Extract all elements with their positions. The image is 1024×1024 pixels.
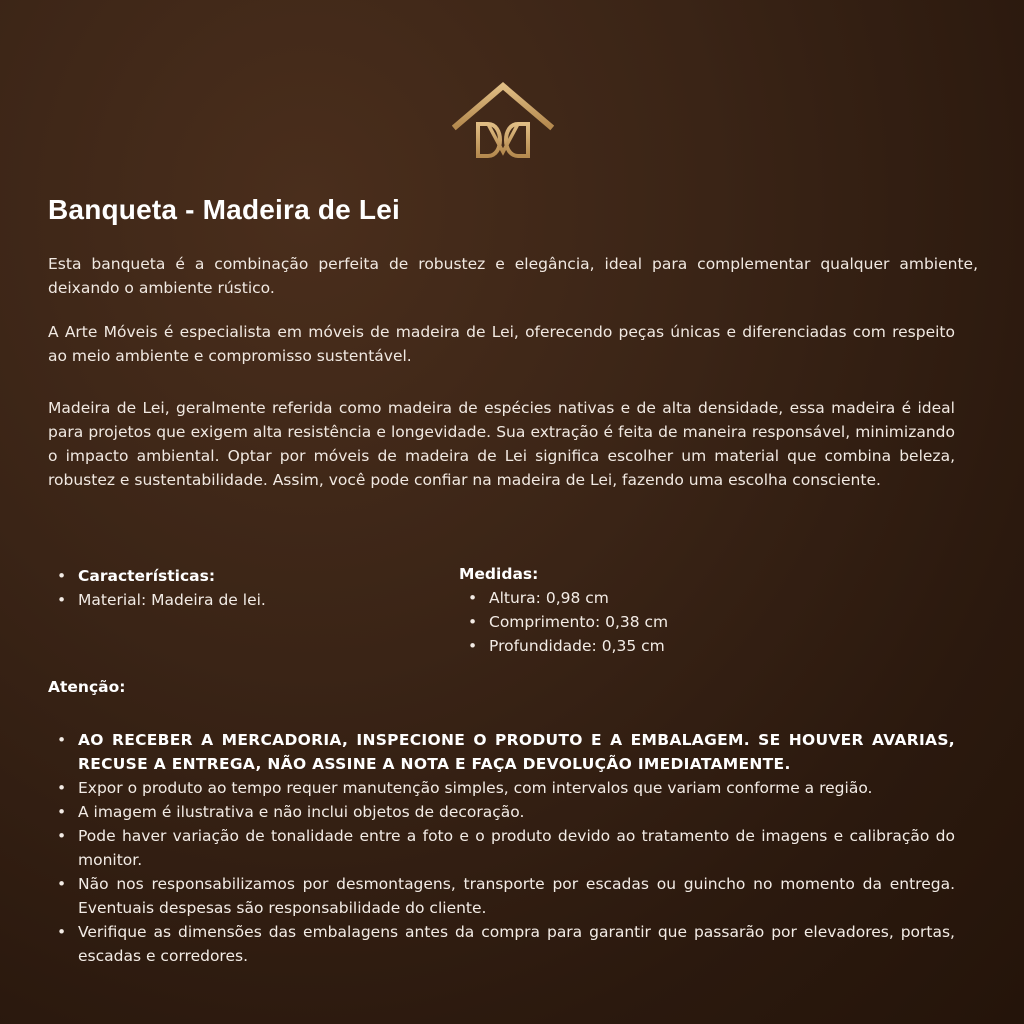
bullet: •: [57, 923, 67, 941]
bullet: •: [57, 875, 67, 893]
list-item: [48, 872, 955, 920]
house-logo-icon: [452, 82, 554, 168]
bullet: •: [57, 567, 67, 585]
medidas-heading: Medidas:: [459, 565, 539, 583]
list-item: [459, 634, 859, 658]
warning-item-transport: Não nos responsabilizamos por desmontagens, transporte por escadas ou guincho no momento da entrega. Eventuais despesas são responsabilidade do cliente.: [78, 875, 955, 917]
bullet: •: [57, 779, 67, 797]
material-item: Material: Madeira de lei.: [78, 591, 266, 609]
list-item: [48, 800, 955, 824]
list-item: [459, 586, 859, 610]
bullet: •: [468, 637, 478, 655]
bullet: •: [57, 827, 67, 845]
bullet: •: [57, 591, 67, 609]
comprimento-item: Comprimento: 0,38 cm: [489, 613, 669, 631]
profundidade-item: Profundidade: 0,35 cm: [489, 637, 665, 655]
bullet: •: [468, 613, 478, 631]
wood-paragraph: Madeira de Lei, geralmente referida como madeira de espécies nativas e de alta densidade, essa madeira é ideal para projetos que exigem alta resistência e longevidade. Sua extração é feita de maneira responsável, minimizando o impacto ambiental. Optar por móveis de madeira de Lei significa escolher um material que combina beleza, robustez e sustentabilidade. Assim, você pode confiar na madeira de Lei, fazendo uma escolha consciente.: [48, 399, 955, 489]
caracteristicas-list: [48, 564, 428, 612]
caracteristicas-section: [48, 564, 428, 612]
bullet: •: [468, 589, 478, 607]
medidas-section: [459, 562, 859, 658]
list-item: [48, 824, 955, 872]
list-item: [48, 564, 428, 588]
medidas-list: [459, 586, 859, 658]
warning-item-tonality: Pode haver variação de tonalidade entre a foto e o produto devido ao tratamento de imagens e calibração do monitor.: [78, 827, 955, 869]
list-item: [48, 920, 955, 968]
list-item: [48, 776, 955, 800]
house-monogram-logo: [452, 82, 554, 168]
company-paragraph: A Arte Móveis é especialista em móveis de madeira de Lei, oferecendo peças únicas e diferenciadas com respeito ao meio ambiente e compromisso sustentável.: [48, 323, 955, 365]
warning-item-dimensions: Verifique as dimensões das embalagens antes da compra para garantir que passarão por elevadores, portas, escadas e corredores.: [78, 923, 955, 965]
warning-item-maintenance: Expor o produto ao tempo requer manutenção simples, com intervalos que variam conforme a região.: [78, 779, 873, 797]
list-item: [48, 588, 428, 612]
atencao-list: [48, 728, 955, 968]
atencao-heading: Atenção:: [48, 678, 126, 696]
altura-item: Altura: 0,98 cm: [489, 589, 609, 607]
atencao-section: [48, 728, 955, 968]
list-item: [459, 610, 859, 634]
warning-item-inspect: AO RECEBER A MERCADORIA, INSPECIONE O PRODUTO E A EMBALAGEM. SE HOUVER AVARIAS, RECUSE A ENTREGA, NÃO ASSINE A NOTA E FAÇA DEVOLUÇÃO IMEDIATAMENTE.: [78, 731, 955, 773]
bullet: •: [57, 803, 67, 821]
intro-paragraph: Esta banqueta é a combinação perfeita de robustez e elegância, ideal para complementar qualquer ambiente, deixando o ambiente rústico.: [48, 255, 978, 297]
caracteristicas-heading: Características:: [78, 567, 216, 585]
bullet: •: [57, 731, 67, 749]
page-title: Banqueta - Madeira de Lei: [48, 194, 400, 225]
warning-item-illustrative: A imagem é ilustrativa e não inclui objetos de decoração.: [78, 803, 525, 821]
list-item: [48, 728, 955, 776]
